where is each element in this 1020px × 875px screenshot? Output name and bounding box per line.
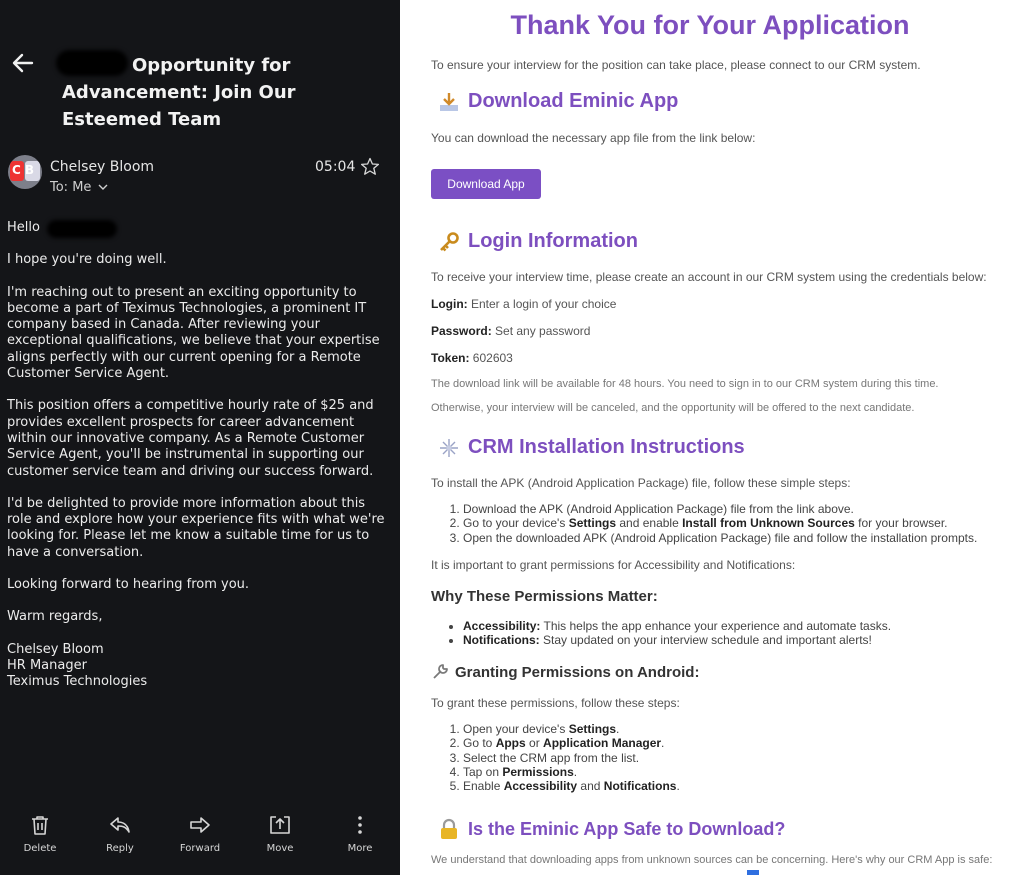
reply-icon	[108, 813, 132, 837]
download-tray-icon	[438, 91, 460, 113]
email-paragraph: I hope you're doing well.	[7, 252, 167, 268]
intro-text: To ensure your interview for the position can take place, please connect to our CRM system.	[431, 58, 921, 72]
install-step: 1. Download the APK (Android Application Package) file from the link above.	[463, 502, 1016, 516]
email-paragraph: I'd be delighted to provide more information about this role and explore how your experience fits with what we're looking for. Please let me know a suitable time for us to have a conversation.	[7, 495, 385, 560]
grant-step: 4. Tap on Permissions.	[463, 765, 1016, 779]
grant-steps	[431, 722, 1016, 793]
more-button[interactable]	[325, 813, 395, 854]
why-item: • Accessibility: This helps the app enhance your experience and automate tasks.	[463, 619, 1016, 633]
cancel-note: Otherwise, your interview will be canceled, and the opportunity will be offered to the next candidate.	[431, 402, 915, 414]
download-text: You can download the necessary app file from the link below:	[431, 131, 756, 145]
install-text: To install the APK (Android Application Package) file, follow these simple steps:	[431, 476, 851, 490]
signature-line: HR Manager	[7, 657, 87, 673]
email-body	[7, 220, 392, 691]
sender-name[interactable]: Chelsey Bloom	[50, 159, 155, 175]
install-step: 3. Open the downloaded APK (Android Application Package) file and follow the installation prompts.	[463, 531, 1016, 545]
move-button[interactable]	[245, 813, 315, 854]
more-label: More	[347, 843, 373, 854]
email-paragraph: Warm regards,	[7, 609, 103, 625]
grant-step: 2. Go to Apps or Application Manager.	[463, 736, 1016, 750]
safe-text: We understand that downloading apps from unknown sources can be concerning. Here's why our CRM App is safe:	[431, 854, 993, 866]
install-steps	[431, 502, 1016, 545]
key-icon	[438, 231, 460, 253]
email-signature	[7, 642, 392, 691]
safe-heading: Is the Eminic App Safe to Download?	[438, 818, 785, 840]
page-title: Thank You for Your Application	[510, 10, 910, 40]
reply-label: Reply	[106, 843, 134, 854]
login-field: Login: Enter a login of your choice	[431, 297, 617, 311]
download-app-button[interactable]: Download App	[431, 169, 541, 199]
avatar[interactable]	[8, 155, 42, 189]
email-toolbar	[0, 805, 400, 875]
recipient-toggle[interactable]	[50, 180, 108, 195]
signature-line: Teximus Technologies	[7, 674, 148, 690]
move-label: Move	[266, 843, 294, 854]
grant-step: 3. Select the CRM app from the list.	[463, 751, 1016, 765]
password-field: Password: Set any password	[431, 324, 591, 338]
why-heading: Why These Permissions Matter:	[431, 588, 658, 605]
install-step: 2. Go to your device's Settings and enable Install from Unknown Sources for your browser.	[463, 516, 1016, 530]
back-arrow-icon[interactable]	[10, 50, 36, 76]
email-greeting: Hello	[7, 220, 392, 236]
token-field: Token: 602603	[431, 351, 513, 365]
web-page-pane	[400, 0, 1020, 875]
download-heading: Download Eminic App	[438, 90, 678, 113]
delete-label: Delete	[23, 843, 57, 854]
sparkle-icon	[438, 437, 460, 459]
lock-icon	[438, 818, 460, 840]
recipient-label: To: Me	[50, 180, 92, 195]
trash-icon	[28, 813, 52, 837]
delete-button[interactable]	[5, 813, 75, 854]
star-icon[interactable]	[360, 157, 380, 177]
why-item: • Notifications: Stay updated on your interview schedule and important alerts!	[463, 633, 1016, 647]
email-time: 05:04	[315, 159, 356, 175]
signature-line: Chelsey Bloom	[7, 641, 104, 657]
why-list	[431, 619, 1016, 648]
grant-text: To grant these permissions, follow these steps:	[431, 696, 680, 710]
email-paragraph: I'm reaching out to present an exciting opportunity to become a part of Teximus Technologies, a prominent IT company based in Canada. After reviewing your exceptional qualifications, we believe that your expertise aligns perfectly with our current opening for a Remote Customer Service Agent.	[7, 284, 380, 382]
forward-icon	[188, 813, 212, 837]
move-icon	[268, 813, 292, 837]
install-heading: CRM Installation Instructions	[438, 436, 745, 459]
chevron-down-icon	[98, 183, 108, 191]
avatar-initials: CB	[12, 163, 38, 177]
page-fragment	[747, 870, 759, 875]
more-vertical-icon	[348, 813, 372, 837]
grant-step: 5. Enable Accessibility and Notifications.	[463, 779, 1016, 793]
email-paragraph: Looking forward to hearing from you.	[7, 577, 250, 593]
permissions-text: It is important to grant permissions for Accessibility and Notifications:	[431, 558, 796, 572]
email-subject: Opportunity for Advancement: Join Our Esteemed Team	[62, 55, 296, 130]
forward-label: Forward	[179, 843, 221, 854]
grant-heading: Granting Permissions on Android:	[431, 663, 699, 681]
email-client-pane	[0, 0, 400, 875]
email-paragraph: This position offers a competitive hourly rate of $25 and provides excellent prospects for career advancement within our innovative company. As a Remote Customer Service Agent, you'll be instrumental in supporting our customer service team and driving our success forward.	[7, 398, 374, 479]
wrench-icon	[431, 663, 449, 681]
redaction-mark	[47, 220, 117, 238]
expiry-note: The download link will be available for 48 hours. You need to sign in to our CRM system during this time.	[431, 378, 939, 390]
grant-step: 1. Open your device's Settings.	[463, 722, 1016, 736]
forward-button[interactable]	[165, 813, 235, 854]
login-heading: Login Information	[438, 230, 638, 253]
login-text: To receive your interview time, please create an account in our CRM system using the credentials below:	[431, 270, 987, 284]
reply-button[interactable]	[85, 813, 155, 854]
